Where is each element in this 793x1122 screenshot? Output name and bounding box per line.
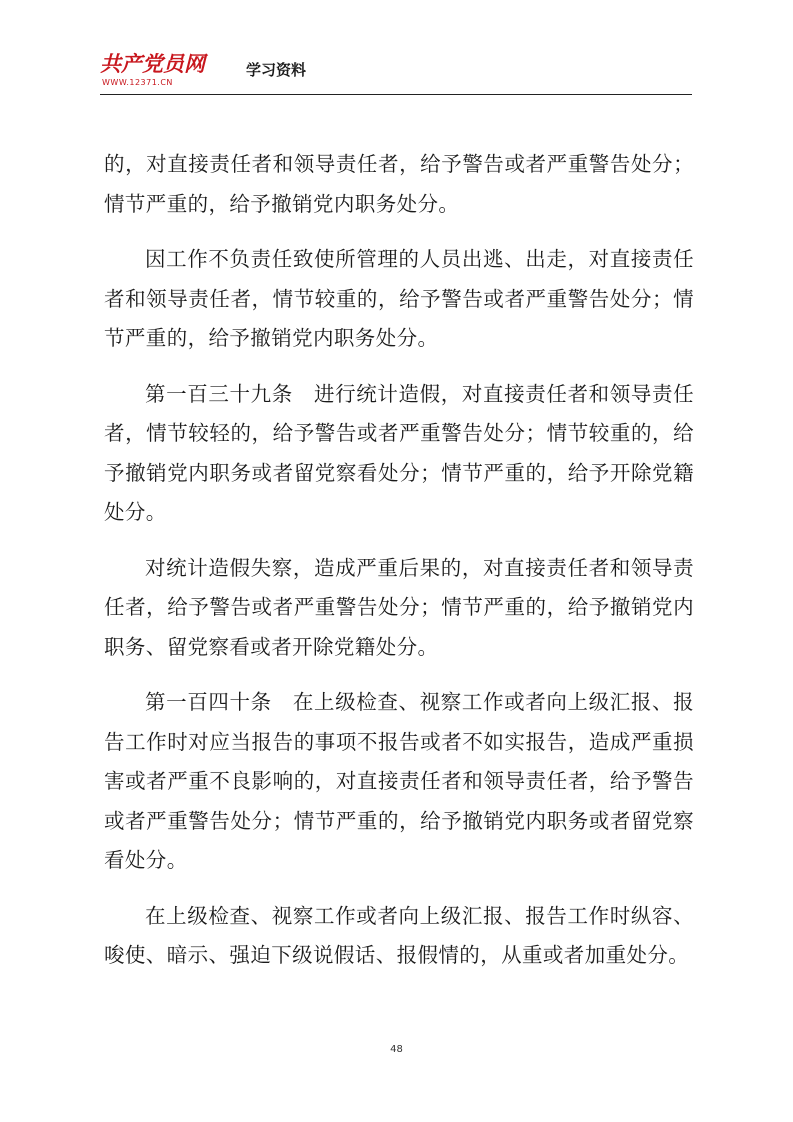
page-number: 48 [390, 1044, 403, 1055]
paragraph-article-139: 第一百三十九条 进行统计造假，对直接责任者和领导责任者，情节较轻的，给予警告或者严重警告处分；情节较重的，给予撤销党内职务或者留党察看处分；情节严重的，给予开除党籍处分。 [104, 381, 694, 524]
page-header [100, 52, 692, 94]
site-logo-url: WWW.12371.CN [102, 78, 173, 87]
paragraph-continuation: 的，对直接责任者和领导责任者，给予警告或者严重警告处分；情节严重的，给予撤销党内职务处分。 [104, 152, 694, 216]
paragraph-article-140: 第一百四十条 在上级检查、视察工作或者向上级汇报、报告工作时对应当报告的事项不报告或者不如实报告，造成严重损害或者严重不良影响的，对直接责任者和领导责任者，给予警告或者严重警告处分；情节严重的，给予撤销党内职务或者留党察看处分。 [104, 690, 694, 872]
paragraph: 在上级检查、视察工作或者向上级汇报、报告工作时纵容、唆使、暗示、强迫下级说假话、报假情的，从重或者加重处分。 [104, 903, 694, 967]
paragraph: 因工作不负责任致使所管理的人员出逃、出走，对直接责任者和领导责任者，情节较重的，给予警告或者严重警告处分；情节严重的，给予撤销党内职务处分。 [104, 247, 694, 350]
paragraph: 对统计造假失察，造成严重后果的，对直接责任者和领导责任者，给予警告或者严重警告处分；情节严重的，给予撤销党内职务、留党察看或者开除党籍处分。 [104, 555, 694, 659]
header-divider [100, 94, 692, 95]
document-body [104, 145, 694, 992]
site-logo: 共产党员网 [100, 51, 205, 76]
header-title: 学习资料 [246, 61, 307, 79]
